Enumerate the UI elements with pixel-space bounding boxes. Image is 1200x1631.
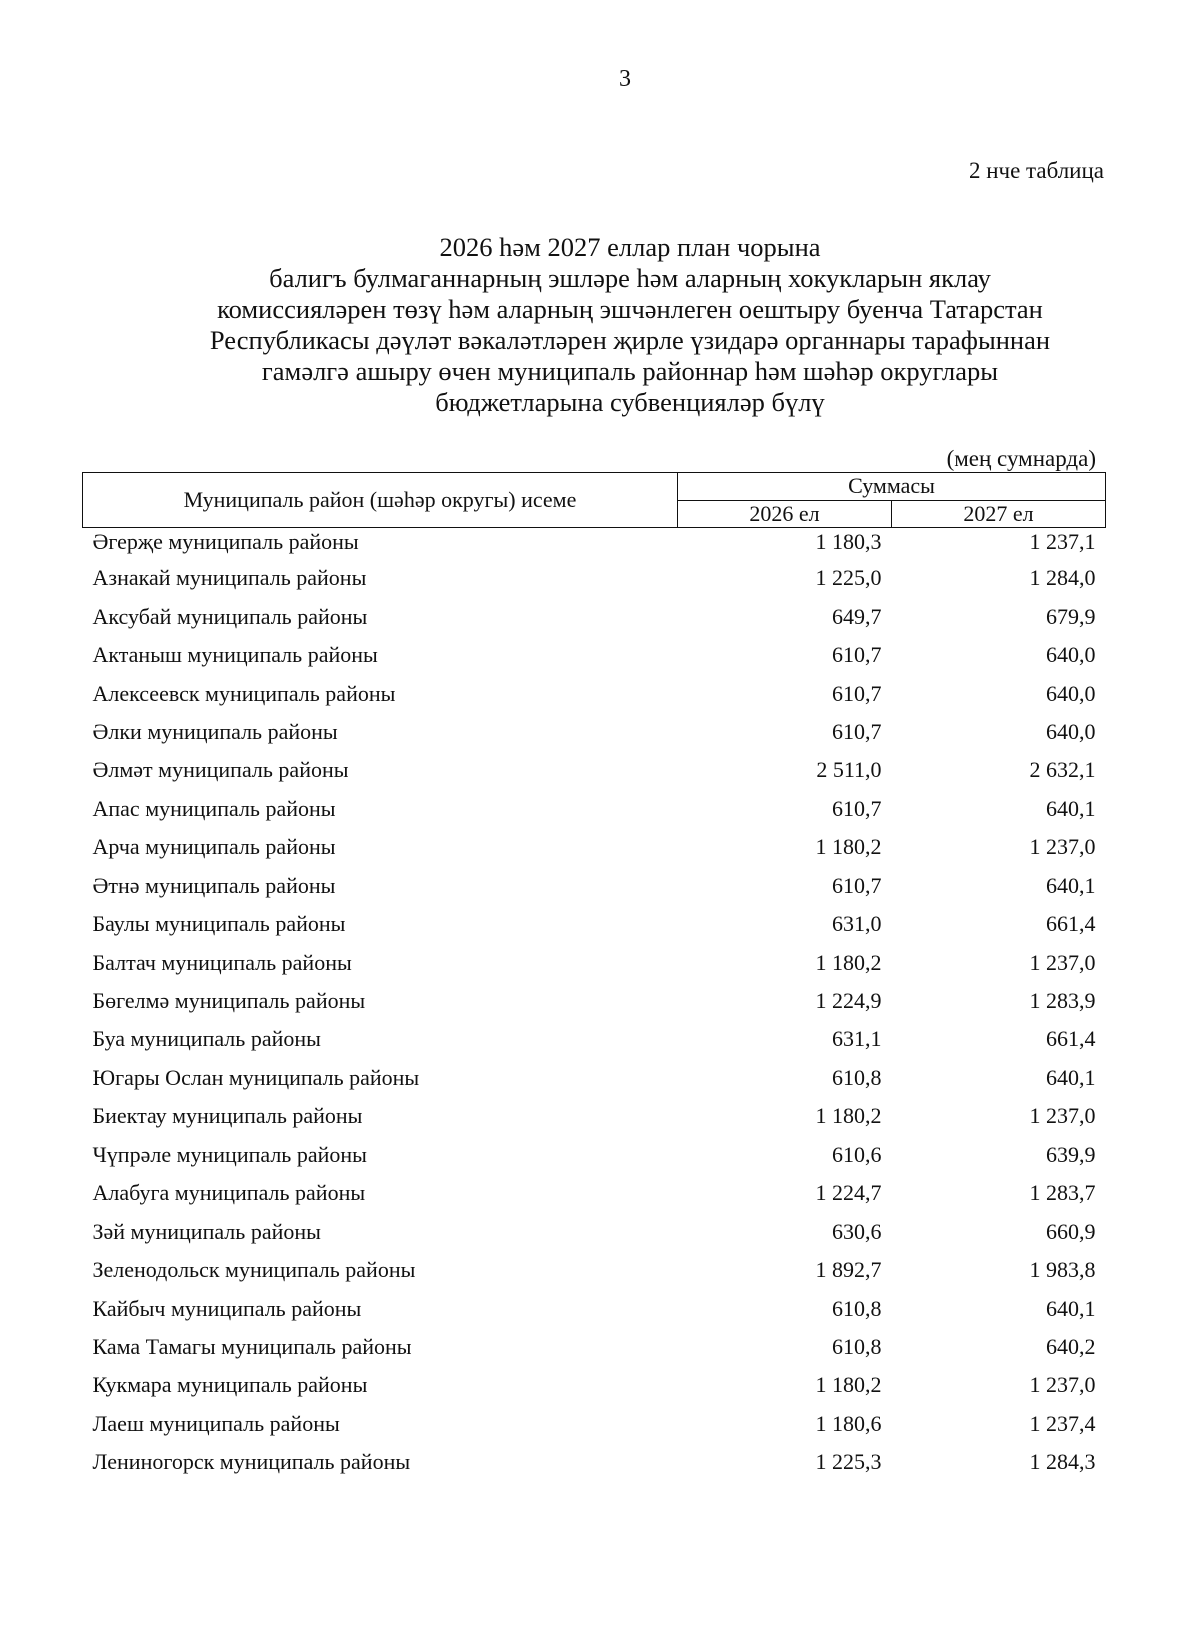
amount-2027: 1 237,0 [1029, 1103, 1096, 1129]
amount-2026: 1 224,7 [815, 1180, 882, 1206]
table-row [83, 943, 1106, 981]
district-name: Алабуга муниципаль районы [92, 1180, 366, 1206]
amount-2027: 640,0 [1046, 680, 1096, 706]
amount-2026: 610,7 [832, 872, 882, 898]
district-name: Чүпрәле муниципаль районы [92, 1141, 367, 1167]
district-name: Бөгелмә муниципаль районы [92, 988, 366, 1014]
amount-2027: 660,9 [1046, 1218, 1096, 1244]
table-row [83, 674, 1106, 712]
district-name: Кайбыч муниципаль районы [92, 1295, 362, 1321]
amount-2026: 610,8 [832, 1064, 882, 1090]
district-name: Апас муниципаль районы [92, 795, 336, 821]
amount-2027: 1 237,4 [1029, 1410, 1096, 1436]
amount-2027: 1 283,7 [1029, 1180, 1096, 1206]
district-name: Актаныш муниципаль районы [92, 642, 378, 668]
table-row [83, 1443, 1106, 1481]
district-name: Әтнә муниципаль районы [92, 872, 336, 898]
district-name: Әгерҗе муниципаль районы [92, 529, 359, 554]
district-name: Буа муниципаль районы [92, 1026, 321, 1052]
amount-2027: 640,1 [1046, 795, 1096, 821]
amount-2026: 1 180,3 [815, 529, 882, 554]
table-row [83, 1020, 1106, 1058]
amount-2026: 610,8 [832, 1295, 882, 1321]
district-name: Әлмәт муниципаль районы [92, 757, 349, 783]
amount-2027: 1 284,3 [1029, 1449, 1096, 1475]
table-row [83, 1405, 1106, 1443]
units-note: (мең сумнарда) [946, 446, 1096, 471]
table-row [83, 636, 1106, 674]
amount-2027: 639,9 [1046, 1141, 1096, 1167]
table-row [83, 528, 1106, 560]
district-name: Биектау муниципаль районы [92, 1103, 363, 1129]
amount-2027: 1 237,0 [1029, 834, 1096, 860]
subvention-table [82, 472, 1106, 1482]
title-line: гамәлгә ашыру өчен муниципаль районнар һәм шәһәр округлары [261, 356, 999, 386]
table-header [83, 473, 1106, 528]
amount-2026: 1 180,2 [815, 949, 882, 975]
district-name: Баулы муниципаль районы [92, 911, 346, 937]
column-header-2026: 2026 ел [678, 500, 892, 528]
district-name: Азнакай муниципаль районы [92, 565, 367, 591]
page-number: 3 [619, 66, 631, 92]
table-row [83, 1289, 1106, 1327]
amount-2027: 1 237,0 [1029, 949, 1096, 975]
amount-2026: 1 224,9 [815, 988, 882, 1014]
amount-2027: 640,0 [1046, 718, 1096, 744]
table-row [83, 867, 1106, 905]
table-row [83, 713, 1106, 751]
amount-2027: 640,1 [1046, 1295, 1096, 1321]
title-line: балигъ булмаганнарның эшләре һәм аларның хокукларын яклау [269, 263, 991, 293]
district-name: Аксубай муниципаль районы [92, 603, 368, 629]
district-name: Балтач муниципаль районы [92, 949, 352, 975]
amount-2027: 640,0 [1046, 642, 1096, 668]
table-row [83, 790, 1106, 828]
amount-2026: 1 892,7 [815, 1257, 882, 1283]
amount-2026: 631,1 [832, 1026, 882, 1052]
district-name: Зеленодольск муниципаль районы [92, 1257, 416, 1283]
amount-2027: 1 983,8 [1029, 1257, 1096, 1283]
amount-2026: 610,7 [832, 795, 882, 821]
district-name: Кама Тамагы муниципаль районы [92, 1333, 412, 1359]
table-row [83, 905, 1106, 943]
amount-2027: 2 632,1 [1029, 757, 1096, 783]
table-label: 2 нче таблица [968, 158, 1104, 183]
amount-2026: 1 180,2 [815, 1372, 882, 1398]
amount-2026: 610,6 [832, 1141, 882, 1167]
district-name: Арча муниципаль районы [92, 834, 336, 860]
amount-2026: 610,7 [832, 642, 882, 668]
amount-2027: 1 283,9 [1029, 988, 1096, 1014]
amount-2026: 610,7 [832, 680, 882, 706]
table-row [83, 1366, 1106, 1404]
table-row [83, 1328, 1106, 1366]
amount-2027: 640,1 [1046, 872, 1096, 898]
amount-2027: 661,4 [1046, 911, 1096, 937]
table-row [83, 597, 1106, 635]
amount-2026: 1 180,2 [815, 834, 882, 860]
amount-2026: 630,6 [832, 1218, 882, 1244]
amount-2026: 649,7 [832, 603, 882, 629]
table-body [83, 528, 1106, 1482]
amount-2027: 661,4 [1046, 1026, 1096, 1052]
document-title [130, 232, 1130, 418]
district-name: Алексеевск муниципаль районы [92, 680, 396, 706]
amount-2027: 1 237,0 [1029, 1372, 1096, 1398]
district-name: Әлки муниципаль районы [92, 718, 338, 744]
district-name: Лаеш муниципаль районы [92, 1410, 340, 1436]
amount-2027: 1 284,0 [1029, 565, 1096, 591]
amount-2026: 610,7 [832, 718, 882, 744]
amount-2027: 640,1 [1046, 1064, 1096, 1090]
amount-2026: 1 180,2 [815, 1103, 882, 1129]
title-line: Республикасы дәүләт вәкаләтләрен җирле үзидарә органнары тарафыннан [209, 325, 1051, 355]
district-name: Кукмара муниципаль районы [92, 1372, 368, 1398]
district-name: Лениногорск муниципаль районы [92, 1449, 411, 1475]
district-name: Зәй муниципаль районы [92, 1218, 321, 1244]
column-header-name: Муниципаль район (шәһәр округы) исеме [83, 473, 678, 528]
title-line: бюджетларына субвенцияләр бүлү [435, 387, 825, 417]
amount-2027: 679,9 [1046, 603, 1096, 629]
amount-2026: 1 225,0 [815, 565, 882, 591]
table-row [83, 1174, 1106, 1212]
amount-2026: 610,8 [832, 1333, 882, 1359]
table-row [83, 1059, 1106, 1097]
table-row [83, 828, 1106, 866]
amount-2026: 631,0 [832, 911, 882, 937]
table-row [83, 751, 1106, 789]
column-header-sum: Суммасы [678, 473, 1106, 501]
amount-2026: 2 511,0 [816, 757, 882, 783]
district-name: Югары Ослан муниципаль районы [92, 1064, 420, 1090]
amount-2027: 1 237,1 [1029, 529, 1096, 554]
amount-2026: 1 225,3 [815, 1449, 882, 1475]
table-row [83, 559, 1106, 597]
amount-2027: 640,2 [1046, 1333, 1096, 1359]
table-row [83, 1212, 1106, 1250]
title-line: 2026 һәм 2027 еллар план чорына [439, 232, 821, 262]
table-row [83, 1097, 1106, 1135]
title-line: комиссияләрен төзү һәм аларның эшчәнлеген оештыру буенча Татарстан [217, 294, 1043, 324]
column-header-2027: 2027 ел [892, 500, 1106, 528]
table-row [83, 1136, 1106, 1174]
amount-2026: 1 180,6 [815, 1410, 882, 1436]
table-row [83, 1251, 1106, 1289]
table-row [83, 982, 1106, 1020]
